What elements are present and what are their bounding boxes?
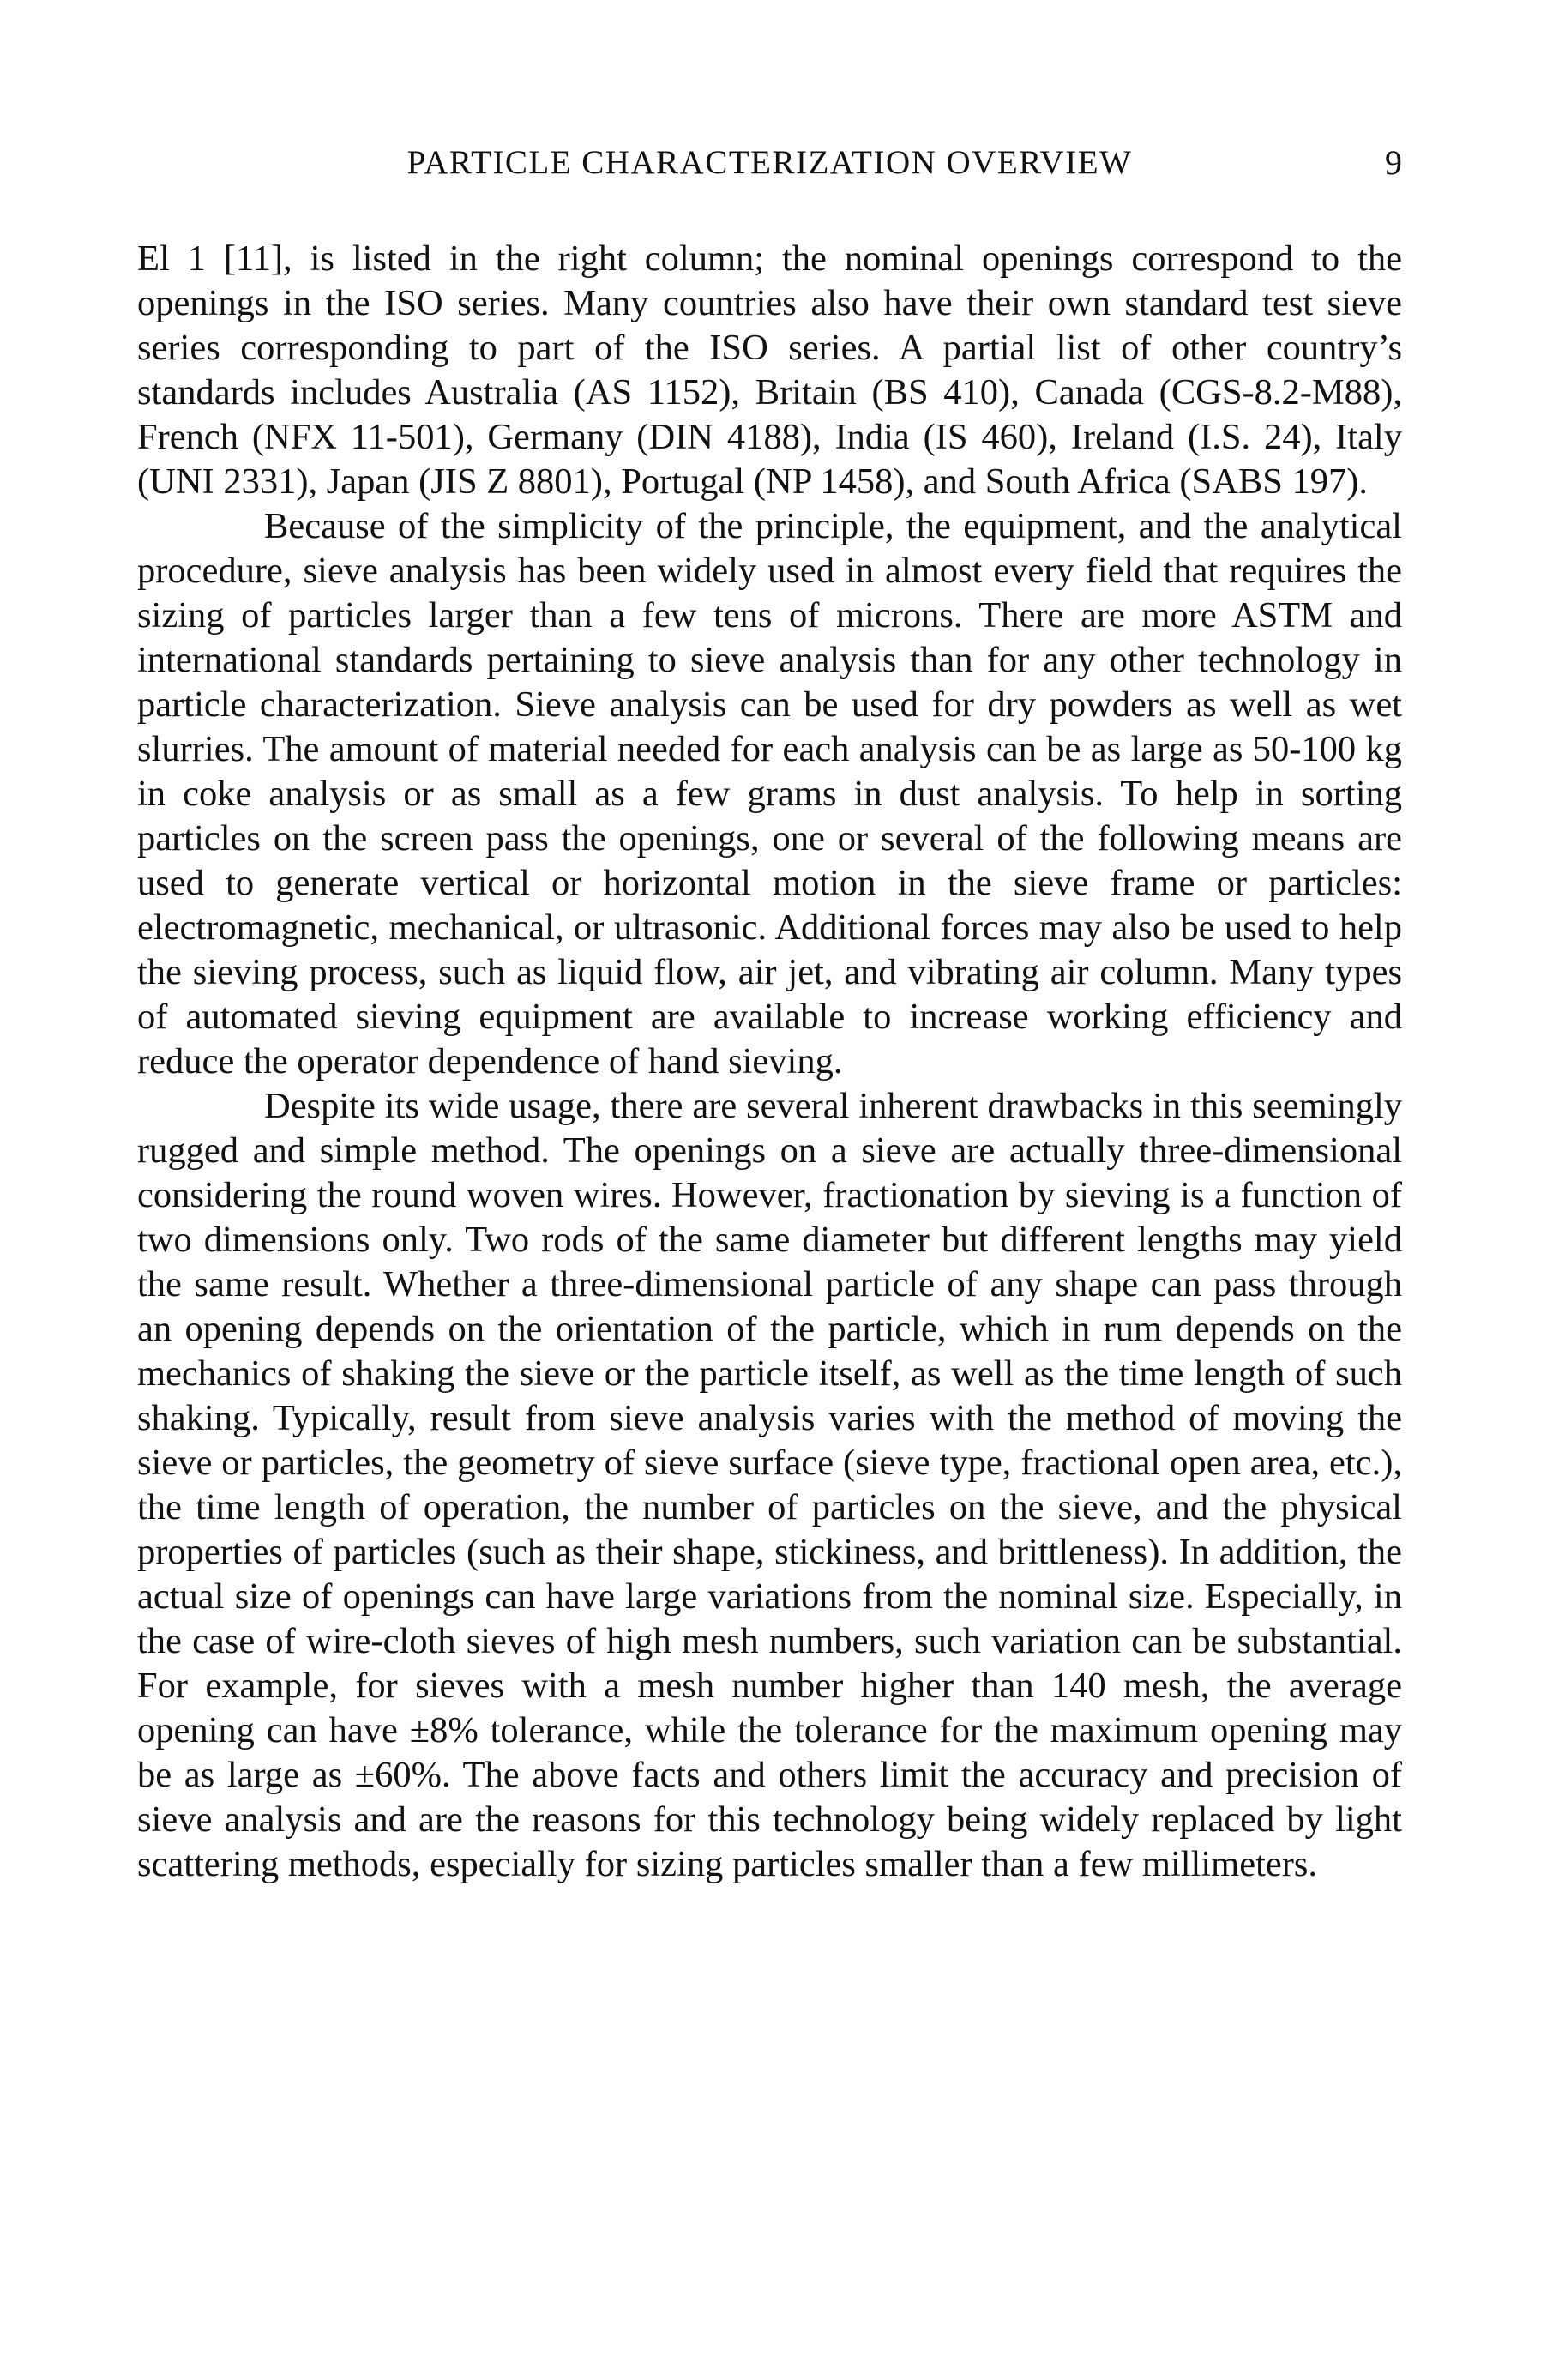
paragraph-continued: El 1 [11], is listed in the right column; the nominal openings correspond to the openings in the ISO series. Many countries also have their own standard test sieve series corresponding to part of the ISO series. A partial list of other country’s standards includes Australia (AS 1152), Britain (BS 410), Canada (CGS-8.2-M88), French (NFX 11-501), Germany (DIN 4188), India (IS 460), Ireland (I.S. 24), Italy (UNI 2331), Japan (JIS Z 8801), Portugal (NP 1458), and South Africa (SABS 197). (137, 238, 1402, 502)
running-header (137, 137, 1402, 189)
paragraph-sieve-drawbacks: Despite its wide usage, there are several inherent drawbacks in this seemingly rugged and simple method. The openings on a sieve are actually three-dimensional considering the round woven wires. However, fractionation by sieving is a function of two dimensions only. Two rods of the same diameter but different lengths may yield the same result. Whether a three-dimensional particle of any shape can pass through an opening depends on the orientation of the particle, which in rum depends on the mechanics of shaking the sieve or the particle itself, as well as the time length of such shaking. Typically, result from sieve analysis varies with the method of moving the sieve or particles, the geometry of sieve surface (sieve type, fractional open area, etc.), the time length of operation, the number of particles on the sieve, and the physical properties of particles (such as their shape, stickiness, and brittleness). In addition, the actual size of openings can have large variations from the nominal size. Especially, in the case of wire-cloth sieves of high mesh numbers, such variation can be substantial. For example, for sieves with a mesh number higher than 140 mesh, the average opening can have ±8% tolerance, while the tolerance for the maximum opening may be as large as ±60%. The above facts and others limit the accuracy and precision of sieve analysis and are the reasons for this technology being widely replaced by light scattering methods, especially for sizing particles smaller than a few millimeters. (137, 1086, 1402, 1884)
page-number: 9 (1385, 143, 1402, 182)
running-title: PARTICLE CHARACTERIZATION OVERVIEW (406, 144, 1133, 181)
paragraph-sieve-usage: Because of the simplicity of the principle, the equipment, and the analytical procedure, sieve analysis has been widely used in almost every field that requires the sizing of particles larger than a few tens of microns. There are more ASTM and international standards pertaining to sieve analysis than for any other technology in particle characterization. Sieve analysis can be used for dry powders as well as wet slurries. The amount of material needed for each analysis can be as large as 50-100 kg in coke analysis or as small as a few grams in dust analysis. To help in sorting particles on the screen pass the openings, one or several of the following means are used to generate vertical or horizontal motion in the sieve frame or particles: electromagnetic, mechanical, or ultrasonic. Additional forces may also be used to help the sieving process, such as liquid flow, air jet, and vibrating air column. Many types of automated sieving equipment are available to increase working efficiency and reduce the operator dependence of hand sieving. (137, 506, 1402, 1082)
body-text (137, 237, 1402, 1887)
